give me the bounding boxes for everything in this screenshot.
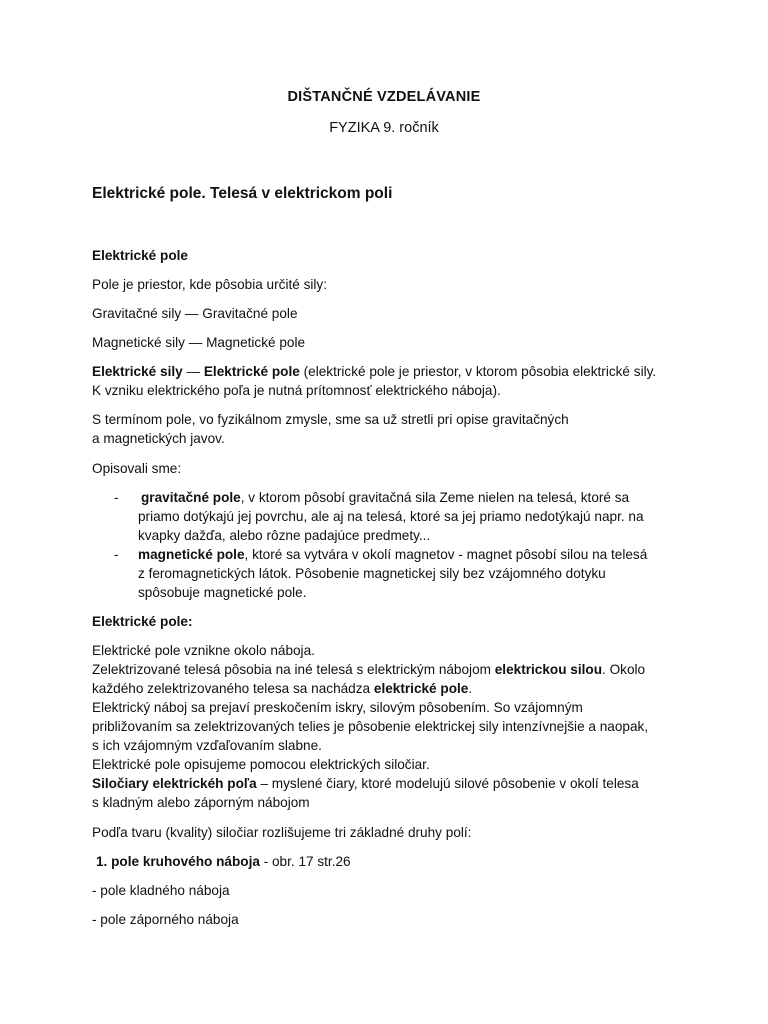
paragraph: Gravitačné sily — Gravitačné pole xyxy=(92,306,298,321)
paragraph: Pole je priestor, kde pôsobia určité sily: xyxy=(92,277,327,292)
paragraph-line xyxy=(92,680,472,698)
paragraph-line: s kladným alebo záporným nábojom xyxy=(92,795,310,810)
paragraph-line: s ich vzájomným vzďaľovaním slabne. xyxy=(92,738,322,753)
bullet-item-gravity xyxy=(141,489,629,507)
bullet-line: z feromagnetických látok. Pôsobenie magnetickej sily bez vzájomného dotyku xyxy=(138,566,606,581)
bullet-item-magnetic xyxy=(138,546,647,564)
bullet-line: spôsobuje magnetické pole. xyxy=(138,585,307,600)
bold-term: Elektrické sily xyxy=(92,364,183,379)
text-span: . xyxy=(468,681,473,696)
text-span: , v ktorom pôsobí gravitačná sila Zeme nielen na telesá, ktoré sa xyxy=(240,490,630,505)
document-subtitle: FYZIKA 9. ročník xyxy=(329,120,439,136)
text-span: . Okolo xyxy=(602,662,646,677)
paragraph-electric-forces xyxy=(92,363,656,381)
paragraph-line: Elektrické pole vznikne okolo náboja. xyxy=(92,643,315,658)
bold-term: magnetické pole xyxy=(138,547,245,562)
text-span: – myslené čiary, ktoré modelujú silové pôsobenie v okolí telesa xyxy=(256,776,639,791)
paragraph: Podľa tvaru (kvality) siločiar rozlišujeme tri základné druhy polí: xyxy=(92,825,472,840)
paragraph: Opisovali sme: xyxy=(92,461,182,476)
bullet-marker: - xyxy=(114,490,119,505)
list-item: - pole kladného náboja xyxy=(92,883,230,898)
list-item: - pole záporného náboja xyxy=(92,912,239,927)
bold-term: Siločiary elektrickéh poľa xyxy=(92,776,257,791)
bold-term: gravitačné pole xyxy=(141,490,241,505)
text-span: , ktoré sa vytvára v okolí magnetov - magnet pôsobí silou na telesá xyxy=(244,547,648,562)
topic-heading: Elektrické pole. Telesá v elektrickom poli xyxy=(92,185,393,202)
text-span: — xyxy=(182,364,204,379)
paragraph-line: Elektrické pole opisujeme pomocou elektrických siločiar. xyxy=(92,757,430,772)
bullet-line: priamo dotýkajú jej povrchu, ale aj na telesá, ktoré sa jej priamo nedotýkajú napr. na xyxy=(138,509,644,524)
text-span: (elektrické pole je priestor, v ktorom pôsobia elektrické sily. xyxy=(299,364,657,379)
section-heading-electric-field: Elektrické pole xyxy=(92,248,188,263)
text-span: každého zelektrizovaného telesa sa nachádza xyxy=(92,681,374,696)
text-span: - obr. 17 str.26 xyxy=(259,854,351,869)
paragraph-line: Elektrický náboj sa prejaví preskočením iskry, silovým pôsobením. So vzájomným xyxy=(92,700,583,715)
bold-term: 1. pole kruhového náboja xyxy=(96,854,260,869)
paragraph-line: K vzniku elektrického poľa je nutná prítomnosť elektrického náboja). xyxy=(92,383,501,398)
paragraph: Magnetické sily — Magnetické pole xyxy=(92,335,306,350)
bold-term: elektrické pole xyxy=(373,681,469,696)
bullet-marker: - xyxy=(114,547,119,562)
document-title: DIŠTANČNÉ VZDELÁVANIE xyxy=(287,89,481,105)
paragraph-line: S termínom pole, vo fyzikálnom zmysle, sme sa už stretli pri opise gravitačných xyxy=(92,412,569,427)
list-item-circular-charge xyxy=(96,853,351,871)
section-heading-electric-field-2: Elektrické pole: xyxy=(92,614,193,629)
bold-term: Elektrické pole xyxy=(203,364,300,379)
paragraph-line: a magnetických javov. xyxy=(92,431,225,446)
paragraph-line xyxy=(92,775,639,793)
paragraph-line: približovaním sa zelektrizovaných telies je pôsobenie elektrickej sily intenzívnejšie a naopak, xyxy=(92,719,649,734)
bold-term: elektrickou silou xyxy=(494,662,603,677)
paragraph-line xyxy=(92,661,645,679)
bullet-line: kvapky dažďa, alebo rôzne padajúce predmety... xyxy=(138,528,431,543)
text-span: Zelektrizované telesá pôsobia na iné telesá s elektrickým nábojom xyxy=(92,662,495,677)
